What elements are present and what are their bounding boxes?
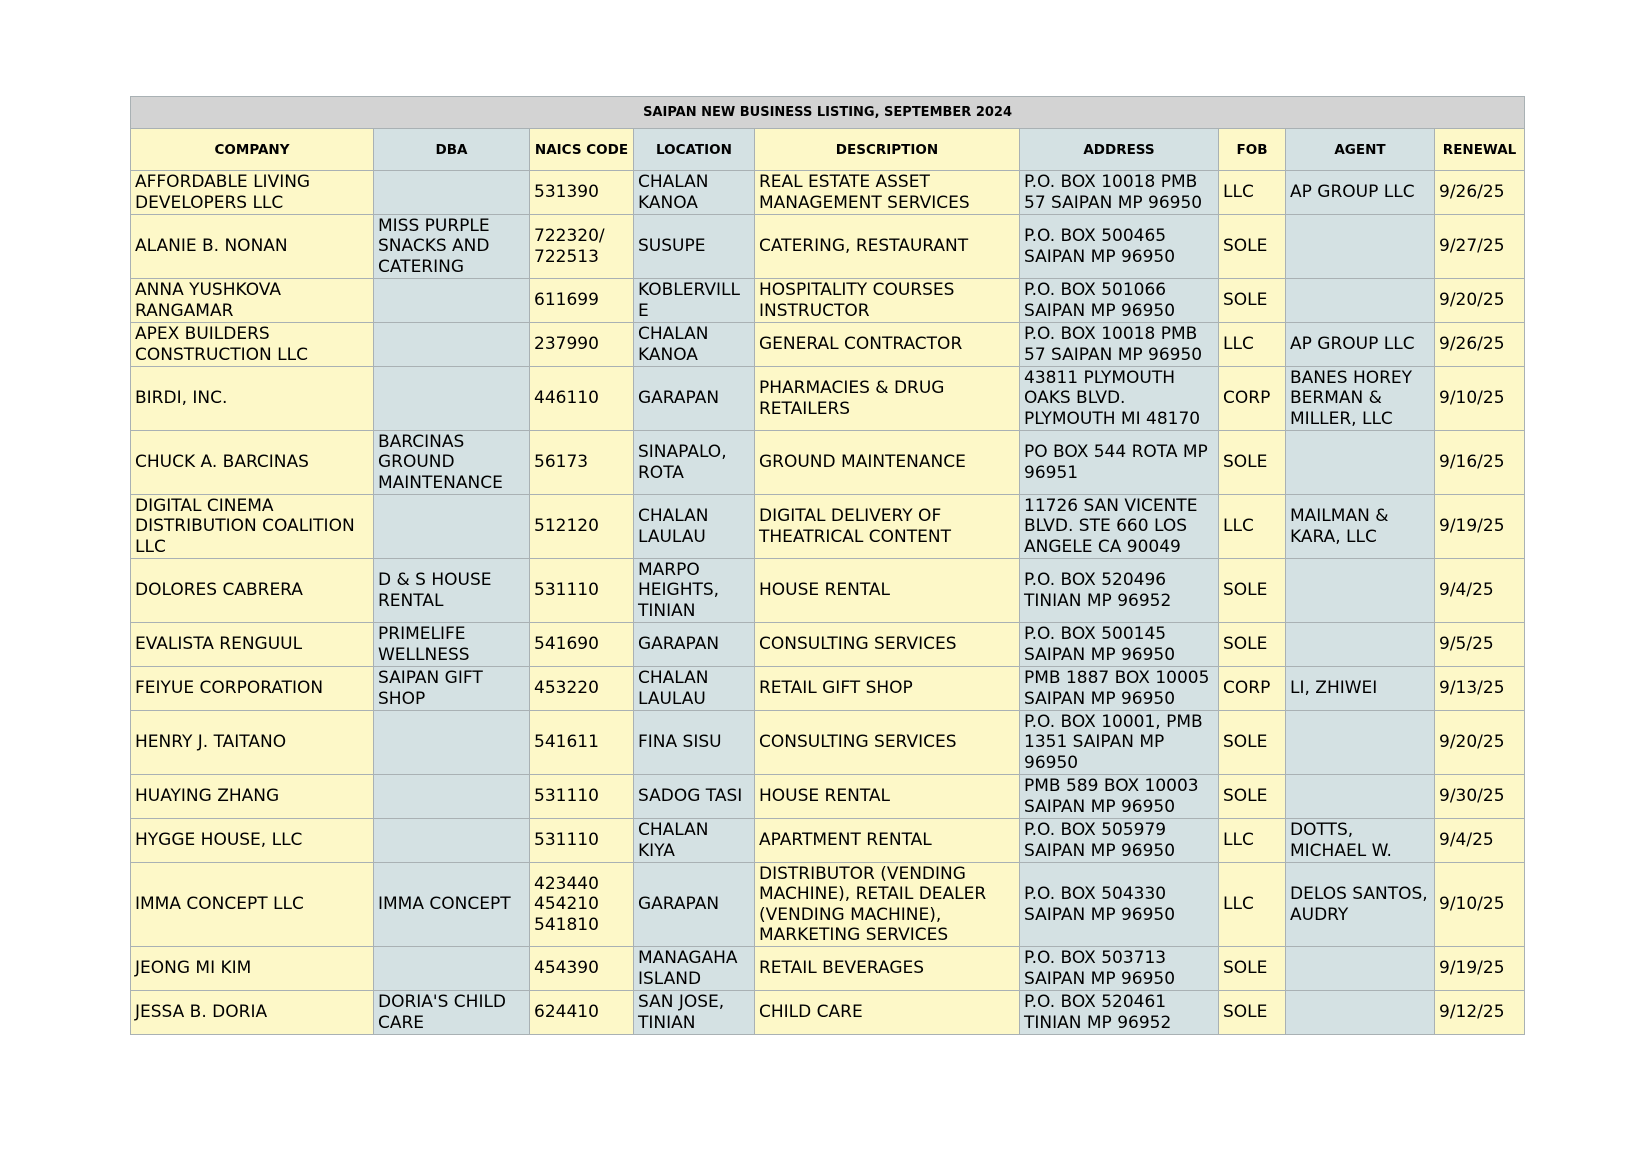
cell-fob: CORP <box>1219 667 1286 711</box>
cell-dba: SAIPAN GIFT SHOP <box>374 667 530 711</box>
cell-company: FEIYUE CORPORATION <box>131 667 374 711</box>
table-row <box>131 495 1525 559</box>
cell-naics-code: 512120 <box>530 495 634 559</box>
cell-agent: AP GROUP LLC <box>1286 171 1435 215</box>
cell-agent <box>1286 215 1435 279</box>
cell-agent <box>1286 623 1435 667</box>
cell-address: PO BOX 544 ROTA MP 96951 <box>1020 431 1219 495</box>
cell-description: CONSULTING SERVICES <box>755 623 1020 667</box>
table-row <box>131 991 1525 1035</box>
table-row <box>131 819 1525 863</box>
table-row <box>131 711 1525 775</box>
cell-dba <box>374 819 530 863</box>
cell-address: P.O. BOX 503713 SAIPAN MP 96950 <box>1020 947 1219 991</box>
cell-address: P.O. BOX 520496 TINIAN MP 96952 <box>1020 559 1219 623</box>
cell-location: SADOG TASI <box>634 775 755 819</box>
cell-location: CHALAN KIYA <box>634 819 755 863</box>
column-header-dba: DBA <box>374 129 530 171</box>
cell-renewal: 9/26/25 <box>1435 171 1525 215</box>
cell-agent: DOTTS, MICHAEL W. <box>1286 819 1435 863</box>
cell-dba <box>374 711 530 775</box>
cell-agent: DELOS SANTOS, AUDRY <box>1286 863 1435 947</box>
cell-renewal: 9/20/25 <box>1435 279 1525 323</box>
cell-naics-code: 541690 <box>530 623 634 667</box>
cell-address: P.O. BOX 10018 PMB 57 SAIPAN MP 96950 <box>1020 323 1219 367</box>
cell-address: P.O. BOX 505979 SAIPAN MP 96950 <box>1020 819 1219 863</box>
page-title: SAIPAN NEW BUSINESS LISTING, SEPTEMBER 2024 <box>131 97 1525 129</box>
cell-fob: SOLE <box>1219 431 1286 495</box>
cell-fob: SOLE <box>1219 215 1286 279</box>
cell-fob: LLC <box>1219 495 1286 559</box>
cell-address: P.O. BOX 500465 SAIPAN MP 96950 <box>1020 215 1219 279</box>
cell-company: APEX BUILDERS CONSTRUCTION LLC <box>131 323 374 367</box>
cell-dba: D & S HOUSE RENTAL <box>374 559 530 623</box>
cell-description: CHILD CARE <box>755 991 1020 1035</box>
cell-renewal: 9/13/25 <box>1435 667 1525 711</box>
cell-description: REAL ESTATE ASSET MANAGEMENT SERVICES <box>755 171 1020 215</box>
cell-company: ALANIE B. NONAN <box>131 215 374 279</box>
cell-fob: SOLE <box>1219 623 1286 667</box>
cell-renewal: 9/27/25 <box>1435 215 1525 279</box>
cell-description: RETAIL GIFT SHOP <box>755 667 1020 711</box>
cell-company: IMMA CONCEPT LLC <box>131 863 374 947</box>
cell-description: CATERING, RESTAURANT <box>755 215 1020 279</box>
cell-address: PMB 589 BOX 10003 SAIPAN MP 96950 <box>1020 775 1219 819</box>
cell-location: CHALAN KANOA <box>634 323 755 367</box>
cell-naics-code: 531110 <box>530 559 634 623</box>
cell-address: P.O. BOX 501066 SAIPAN MP 96950 <box>1020 279 1219 323</box>
cell-fob: SOLE <box>1219 991 1286 1035</box>
column-header-renewal: RENEWAL <box>1435 129 1525 171</box>
cell-naics-code: 541611 <box>530 711 634 775</box>
cell-location: MANAGAHA ISLAND <box>634 947 755 991</box>
cell-dba <box>374 279 530 323</box>
cell-naics-code: 237990 <box>530 323 634 367</box>
cell-agent <box>1286 559 1435 623</box>
cell-address: P.O. BOX 500145 SAIPAN MP 96950 <box>1020 623 1219 667</box>
cell-location: CHALAN KANOA <box>634 171 755 215</box>
cell-dba: BARCINAS GROUND MAINTENANCE <box>374 431 530 495</box>
cell-naics-code: 531390 <box>530 171 634 215</box>
cell-address: P.O. BOX 10018 PMB 57 SAIPAN MP 96950 <box>1020 171 1219 215</box>
column-header-company: COMPANY <box>131 129 374 171</box>
table-row <box>131 559 1525 623</box>
cell-description: HOUSE RENTAL <box>755 775 1020 819</box>
cell-renewal: 9/4/25 <box>1435 559 1525 623</box>
cell-renewal: 9/10/25 <box>1435 863 1525 947</box>
cell-fob: SOLE <box>1219 775 1286 819</box>
cell-location: SINAPALO, ROTA <box>634 431 755 495</box>
cell-dba <box>374 495 530 559</box>
cell-description: APARTMENT RENTAL <box>755 819 1020 863</box>
cell-renewal: 9/4/25 <box>1435 819 1525 863</box>
cell-company: BIRDI, INC. <box>131 367 374 431</box>
cell-naics-code: 446110 <box>530 367 634 431</box>
business-listing-table <box>130 96 1525 1035</box>
table-row <box>131 279 1525 323</box>
cell-location: CHALAN LAULAU <box>634 667 755 711</box>
cell-naics-code: 722320/ 722513 <box>530 215 634 279</box>
cell-location: KOBLERVILLE <box>634 279 755 323</box>
cell-renewal: 9/20/25 <box>1435 711 1525 775</box>
table-row <box>131 171 1525 215</box>
cell-location: SAN JOSE, TINIAN <box>634 991 755 1035</box>
cell-agent: BANES HOREY BERMAN & MILLER, LLC <box>1286 367 1435 431</box>
cell-renewal: 9/26/25 <box>1435 323 1525 367</box>
cell-description: GENERAL CONTRACTOR <box>755 323 1020 367</box>
cell-renewal: 9/10/25 <box>1435 367 1525 431</box>
cell-dba: MISS PURPLE SNACKS AND CATERING <box>374 215 530 279</box>
cell-location: GARAPAN <box>634 863 755 947</box>
cell-company: HENRY J. TAITANO <box>131 711 374 775</box>
cell-dba: DORIA'S CHILD CARE <box>374 991 530 1035</box>
cell-agent: MAILMAN & KARA, LLC <box>1286 495 1435 559</box>
cell-description: CONSULTING SERVICES <box>755 711 1020 775</box>
cell-naics-code: 611699 <box>530 279 634 323</box>
cell-company: AFFORDABLE LIVING DEVELOPERS LLC <box>131 171 374 215</box>
cell-address: 43811 PLYMOUTH OAKS BLVD. PLYMOUTH MI 48170 <box>1020 367 1219 431</box>
cell-description: RETAIL BEVERAGES <box>755 947 1020 991</box>
cell-dba <box>374 367 530 431</box>
cell-location: CHALAN LAULAU <box>634 495 755 559</box>
cell-renewal: 9/12/25 <box>1435 991 1525 1035</box>
cell-description: PHARMACIES & DRUG RETAILERS <box>755 367 1020 431</box>
cell-agent <box>1286 991 1435 1035</box>
cell-agent <box>1286 279 1435 323</box>
table-row <box>131 215 1525 279</box>
cell-fob: CORP <box>1219 367 1286 431</box>
table-row <box>131 323 1525 367</box>
cell-location: GARAPAN <box>634 623 755 667</box>
column-header-fob: FOB <box>1219 129 1286 171</box>
cell-description: HOUSE RENTAL <box>755 559 1020 623</box>
cell-fob: SOLE <box>1219 559 1286 623</box>
cell-fob: SOLE <box>1219 711 1286 775</box>
cell-dba <box>374 947 530 991</box>
cell-company: HYGGE HOUSE, LLC <box>131 819 374 863</box>
cell-company: DIGITAL CINEMA DISTRIBUTION COALITION LLC <box>131 495 374 559</box>
column-header-address: ADDRESS <box>1020 129 1219 171</box>
cell-dba <box>374 323 530 367</box>
table-row <box>131 367 1525 431</box>
cell-company: DOLORES CABRERA <box>131 559 374 623</box>
cell-agent: AP GROUP LLC <box>1286 323 1435 367</box>
table-body <box>131 171 1525 1035</box>
cell-company: JESSA B. DORIA <box>131 991 374 1035</box>
cell-company: ANNA YUSHKOVA RANGAMAR <box>131 279 374 323</box>
cell-fob: LLC <box>1219 323 1286 367</box>
cell-address: PMB 1887 BOX 10005 SAIPAN MP 96950 <box>1020 667 1219 711</box>
cell-agent <box>1286 711 1435 775</box>
cell-naics-code: 531110 <box>530 775 634 819</box>
cell-fob: LLC <box>1219 819 1286 863</box>
cell-renewal: 9/5/25 <box>1435 623 1525 667</box>
title-row <box>131 97 1525 129</box>
table-row <box>131 775 1525 819</box>
cell-naics-code: 531110 <box>530 819 634 863</box>
cell-dba <box>374 171 530 215</box>
cell-dba: PRIMELIFE WELLNESS <box>374 623 530 667</box>
column-header-location: LOCATION <box>634 129 755 171</box>
cell-company: CHUCK A. BARCINAS <box>131 431 374 495</box>
cell-dba <box>374 775 530 819</box>
cell-naics-code: 453220 <box>530 667 634 711</box>
cell-address: P.O. BOX 520461 TINIAN MP 96952 <box>1020 991 1219 1035</box>
cell-location: GARAPAN <box>634 367 755 431</box>
cell-renewal: 9/16/25 <box>1435 431 1525 495</box>
cell-description: GROUND MAINTENANCE <box>755 431 1020 495</box>
cell-naics-code: 423440 454210 541810 <box>530 863 634 947</box>
cell-renewal: 9/19/25 <box>1435 495 1525 559</box>
column-header-description: DESCRIPTION <box>755 129 1020 171</box>
cell-fob: SOLE <box>1219 947 1286 991</box>
table-row <box>131 947 1525 991</box>
cell-naics-code: 454390 <box>530 947 634 991</box>
cell-agent <box>1286 775 1435 819</box>
cell-company: HUAYING ZHANG <box>131 775 374 819</box>
table-row <box>131 623 1525 667</box>
table-row <box>131 431 1525 495</box>
cell-location: MARPO HEIGHTS, TINIAN <box>634 559 755 623</box>
cell-renewal: 9/30/25 <box>1435 775 1525 819</box>
cell-renewal: 9/19/25 <box>1435 947 1525 991</box>
cell-fob: LLC <box>1219 863 1286 947</box>
cell-company: EVALISTA RENGUUL <box>131 623 374 667</box>
cell-location: FINA SISU <box>634 711 755 775</box>
cell-company: JEONG MI KIM <box>131 947 374 991</box>
cell-agent <box>1286 947 1435 991</box>
cell-description: DISTRIBUTOR (VENDING MACHINE), RETAIL DEALER (VENDING MACHINE), MARKETING SERVICES <box>755 863 1020 947</box>
cell-fob: SOLE <box>1219 279 1286 323</box>
cell-dba: IMMA CONCEPT <box>374 863 530 947</box>
cell-address: P.O. BOX 504330 SAIPAN MP 96950 <box>1020 863 1219 947</box>
column-header-agent: AGENT <box>1286 129 1435 171</box>
cell-description: HOSPITALITY COURSES INSTRUCTOR <box>755 279 1020 323</box>
business-listing-sheet <box>130 96 1524 1035</box>
cell-naics-code: 624410 <box>530 991 634 1035</box>
table-row <box>131 863 1525 947</box>
cell-description: DIGITAL DELIVERY OF THEATRICAL CONTENT <box>755 495 1020 559</box>
header-row <box>131 129 1525 171</box>
cell-fob: LLC <box>1219 171 1286 215</box>
cell-agent: LI, ZHIWEI <box>1286 667 1435 711</box>
cell-agent <box>1286 431 1435 495</box>
column-header-naics-code: NAICS CODE <box>530 129 634 171</box>
cell-location: SUSUPE <box>634 215 755 279</box>
cell-naics-code: 56173 <box>530 431 634 495</box>
cell-address: P.O. BOX 10001, PMB 1351 SAIPAN MP 96950 <box>1020 711 1219 775</box>
table-row <box>131 667 1525 711</box>
cell-address: 11726 SAN VICENTE BLVD. STE 660 LOS ANGELE CA 90049 <box>1020 495 1219 559</box>
